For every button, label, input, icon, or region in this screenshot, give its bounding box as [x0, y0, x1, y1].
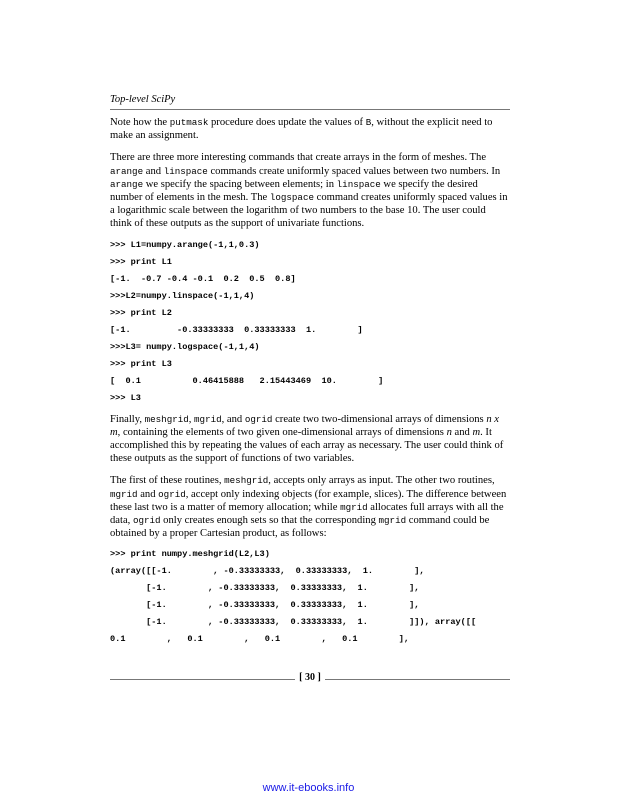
text: , containing the elements of two given one-dimensional arrays of dimensions [117, 426, 447, 438]
footer-rule [110, 679, 295, 680]
code-line: >>> print L3 [110, 358, 172, 369]
text: . It accomplished this by repeating the values of each array as necessary. The user could think of these outputs as the support of functions of two variables. [110, 426, 504, 465]
code-line: >>> L1=numpy.arange(-1,1,0.3) [110, 239, 260, 250]
inline-code: mgrid [110, 488, 138, 500]
code-line: 0.1 , 0.1 , 0.1 , 0.1 ], [110, 634, 410, 645]
code-line: (array([[-1. , -0.33333333, 0.33333333, 1. ], [110, 566, 425, 577]
code-line: [-1. -0.7 -0.4 -0.1 0.2 0.5 0.8] [110, 273, 296, 284]
code-line: [-1. , -0.33333333, 0.33333333, 1. ], [110, 600, 420, 611]
text: and [137, 488, 159, 500]
inline-code: arange [110, 165, 144, 177]
text: we specify the spacing between elements; in [143, 178, 337, 190]
inline-code: arange [110, 178, 144, 190]
inline-code: ogrid [244, 413, 273, 425]
text: commands create uniformly spaced values between two numbers. In [207, 165, 501, 177]
code-line: >>> print numpy.meshgrid(L2,L3) [110, 549, 270, 560]
text: , without the explicit need to make an assignment. [110, 117, 493, 142]
page-number: [ 30 ] [299, 672, 321, 683]
paragraph-meshgrid-intro [110, 413, 510, 466]
text: There are three more interesting commands that create arrays in the form of meshes. The [110, 152, 487, 164]
paragraph-putmask-note [110, 116, 510, 142]
paragraph-mesh-commands [110, 151, 510, 230]
inline-code: logspace [269, 192, 314, 204]
math-term: m [472, 426, 481, 438]
footer-rule [325, 679, 510, 680]
watermark-link[interactable]: www.it-ebooks.info [262, 782, 355, 794]
inline-code: linspace [163, 165, 208, 177]
code-line: [-1. , -0.33333333, 0.33333333, 1. ], [110, 583, 420, 594]
math-term: n [446, 426, 452, 438]
math-term: n x m [110, 413, 499, 438]
code-line: [-1. , -0.33333333, 0.33333333, 1. ]]), array([[ [110, 617, 477, 628]
text: procedure does update the values of [208, 117, 366, 128]
inline-code: mgrid [378, 515, 407, 527]
code-block-meshgrid [110, 549, 510, 645]
code-line: [-1. -0.33333333 0.33333333 1. ] [110, 324, 363, 335]
text: create two two-dimensional arrays of dimensions [272, 413, 487, 425]
inline-code: ogrid [158, 488, 186, 500]
text: Note how the [110, 117, 170, 128]
text: and [143, 165, 164, 177]
page-content [110, 116, 510, 654]
inline-code: mgrid [194, 413, 222, 425]
text: , accept only indexing objects (for example, slices). The difference between these last two is a matter of memory allocation; while [110, 488, 507, 513]
inline-code: linspace [336, 178, 381, 190]
text: allocates full arrays with all the data, [110, 501, 504, 527]
text: The first of these routines, [110, 475, 225, 487]
text: Finally, [110, 413, 145, 425]
text: command could be obtained by a proper Cartesian product, as follows: [110, 515, 490, 540]
text: , [188, 413, 195, 425]
inline-code: mgrid [340, 501, 368, 513]
text: command creates uniformly spaced values in a logarithmic scale between the logarithm of two numbers to the base 10. The user could think of these outputs as the support of univariate functions. [110, 192, 508, 230]
running-header: Top-level SciPy [110, 94, 176, 105]
code-line: >>>L3= numpy.logspace(-1,1,4) [110, 341, 260, 352]
inline-code: putmask [169, 117, 209, 128]
code-line: >>>L2=numpy.linspace(-1,1,4) [110, 290, 255, 301]
inline-code: meshgrid [144, 413, 189, 425]
inline-code: ogrid [132, 515, 161, 527]
code-block-spacing [110, 240, 510, 404]
text: and [451, 426, 473, 438]
header-rule [110, 109, 510, 110]
code-line: >>> print L1 [110, 256, 172, 267]
page-footer [110, 672, 510, 686]
code-line: >>> print L2 [110, 307, 172, 318]
code-line: [ 0.1 0.46415888 2.15443469 10. ] [110, 375, 384, 386]
inline-code: B [365, 117, 372, 128]
text: we specify the desired number of elements in the mesh. The [110, 178, 478, 204]
text: , and [221, 413, 245, 425]
inline-code: meshgrid [224, 475, 269, 487]
text: only creates enough sets so that the corresponding [160, 515, 379, 527]
paragraph-routines [110, 474, 510, 540]
code-line: >>> L3 [110, 392, 141, 403]
text: , accepts only arrays as input. The other two routines, [268, 475, 495, 487]
